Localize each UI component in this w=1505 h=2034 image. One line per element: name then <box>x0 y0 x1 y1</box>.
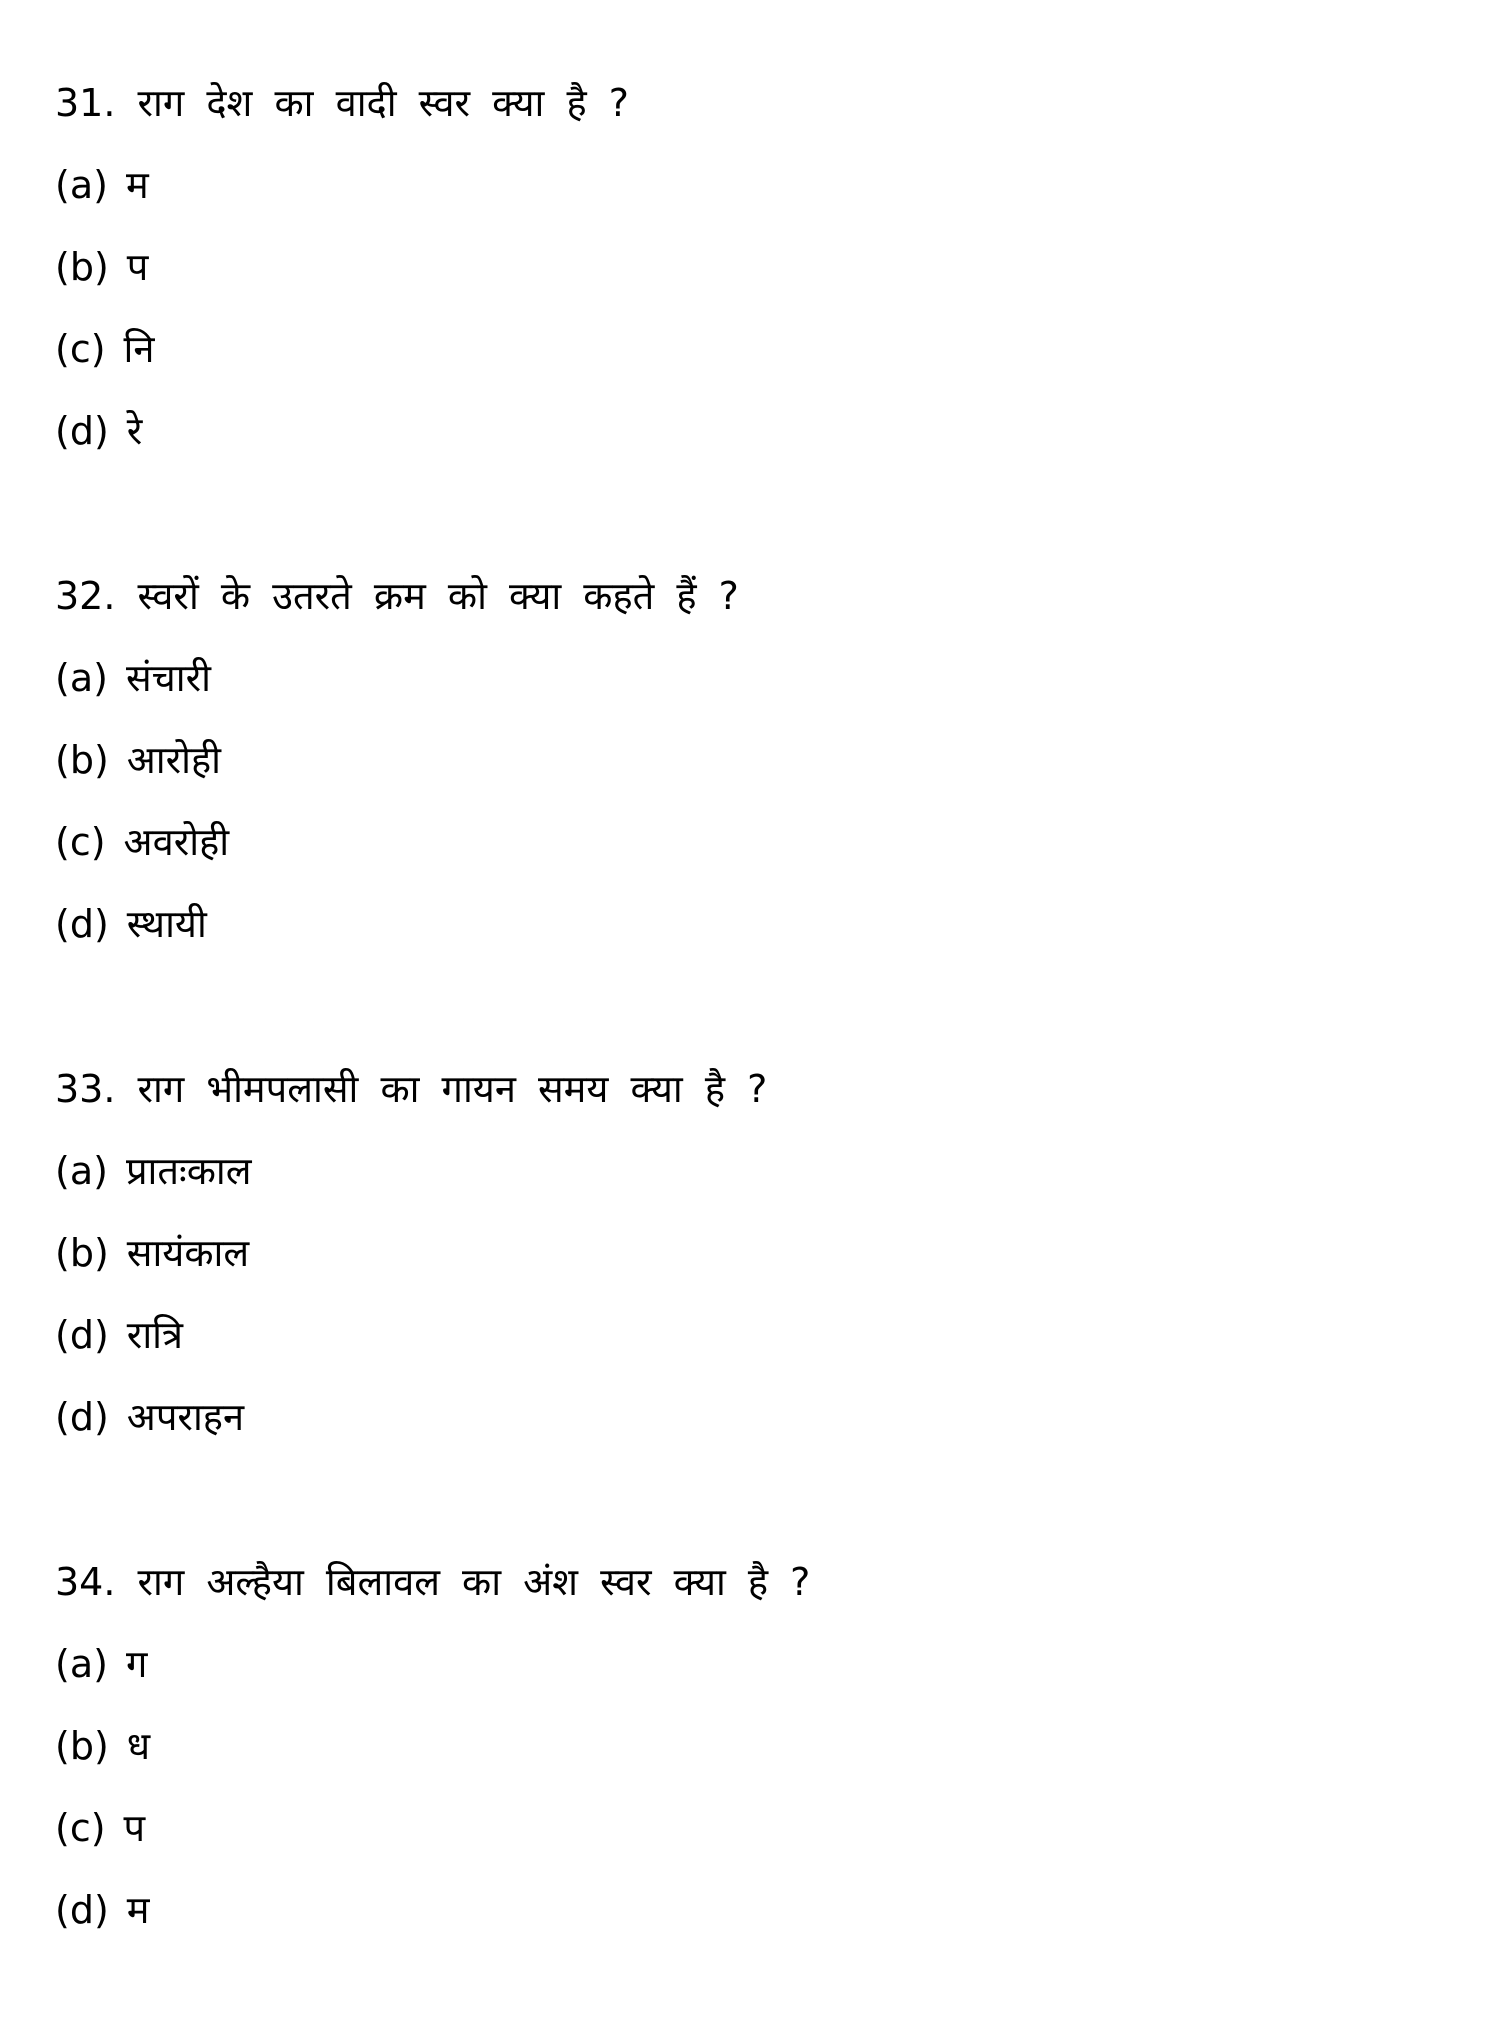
option-d <box>55 403 1455 459</box>
question-text: 31. राग देश का वादी स्वर क्या है ? <box>55 81 629 125</box>
question-text: 34. राग अल्हैया बिलावल का अंश स्वर क्या है ? <box>55 1560 811 1604</box>
option-label: (c) <box>55 1806 106 1850</box>
question-text: 33. राग भीमपलासी का गायन समय क्या है ? <box>55 1067 768 1111</box>
option-d <box>55 896 1455 952</box>
option-label: (a) <box>55 1642 108 1686</box>
option-a <box>55 157 1455 213</box>
question-34 <box>55 1554 1455 1938</box>
question-33 <box>55 1061 1455 1445</box>
option-text: म <box>125 163 149 207</box>
option-label: (c) <box>55 820 106 864</box>
option-c <box>55 1307 1455 1363</box>
option-label: (c) <box>55 327 106 371</box>
option-text: आरोही <box>126 738 222 782</box>
option-text: म <box>126 1888 150 1932</box>
option-text: संचारी <box>125 656 211 700</box>
option-text: रे <box>126 409 143 453</box>
option-label: (b) <box>55 738 109 782</box>
option-text: रात्रि <box>126 1313 183 1357</box>
option-label: (d) <box>55 1888 109 1932</box>
option-text: प <box>126 245 149 289</box>
question-32 <box>55 568 1455 952</box>
option-label: (b) <box>55 1724 109 1768</box>
option-c <box>55 1800 1455 1856</box>
option-a <box>55 1143 1455 1199</box>
option-c <box>55 814 1455 870</box>
option-a <box>55 650 1455 706</box>
option-label: (a) <box>55 656 108 700</box>
option-b <box>55 1718 1455 1774</box>
option-label: (d) <box>55 902 109 946</box>
option-text: नि <box>123 327 155 371</box>
option-b <box>55 732 1455 788</box>
option-text: अवरोही <box>123 820 230 864</box>
option-text: ग <box>125 1642 148 1686</box>
option-d <box>55 1389 1455 1445</box>
option-label: (b) <box>55 245 109 289</box>
option-label: (b) <box>55 1231 109 1275</box>
option-a <box>55 1636 1455 1692</box>
option-text: ध <box>126 1724 151 1768</box>
option-text: प्रातःकाल <box>125 1149 252 1193</box>
option-label: (a) <box>55 163 108 207</box>
option-text: सायंकाल <box>126 1231 250 1275</box>
question-31 <box>55 75 1455 459</box>
option-text: स्थायी <box>126 902 207 946</box>
option-text: अपराहन <box>126 1395 245 1439</box>
option-text: प <box>123 1806 146 1850</box>
option-b <box>55 239 1455 295</box>
option-label: (d) <box>55 1395 109 1439</box>
option-label: (a) <box>55 1149 108 1193</box>
option-b <box>55 1225 1455 1281</box>
option-label: (d) <box>55 1313 109 1357</box>
option-label: (d) <box>55 409 109 453</box>
question-text: 32. स्वरों के उतरते क्रम को क्या कहते हैं ? <box>55 574 739 618</box>
option-d <box>55 1882 1455 1938</box>
option-c <box>55 321 1455 377</box>
